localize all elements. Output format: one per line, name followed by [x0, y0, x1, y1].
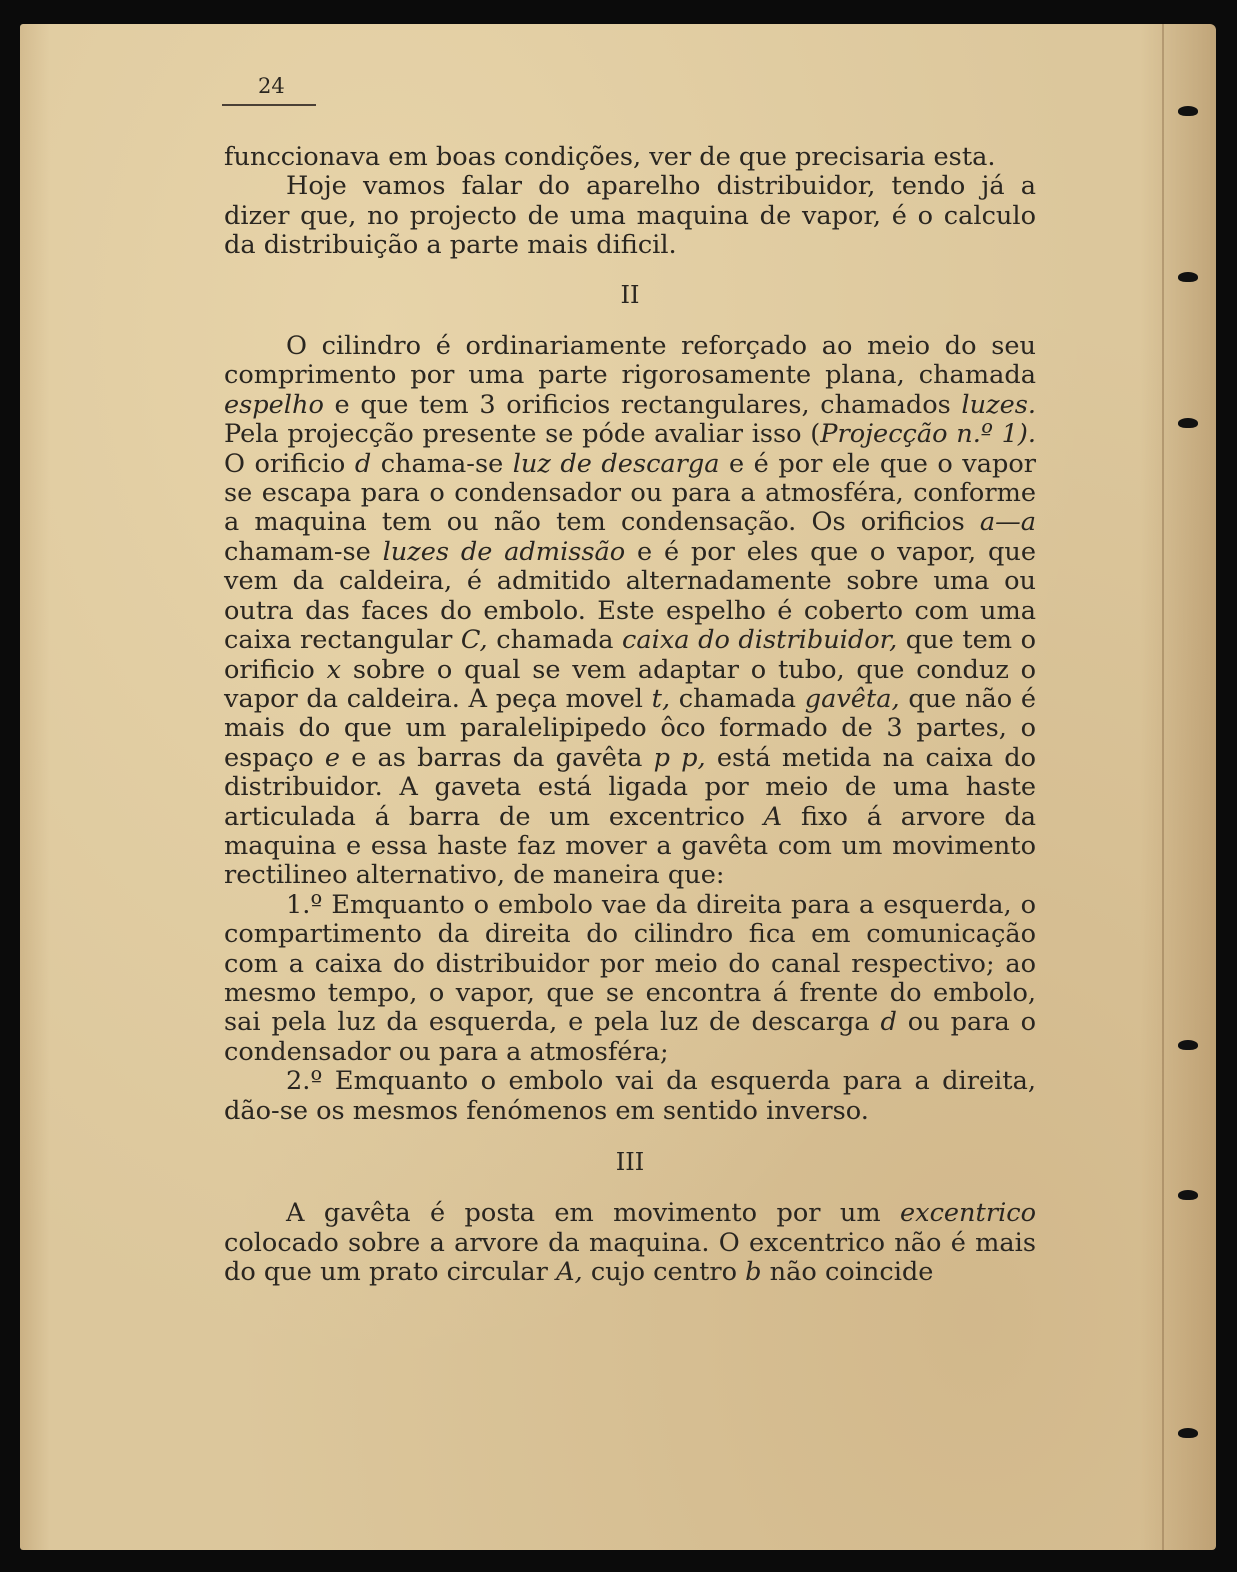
section-heading: III [615, 1148, 645, 1176]
binding-stitch [1178, 1190, 1198, 1200]
paragraph: Hoje vamos falar do aparelho distribuidor, tendo já a dizer que, no projecto de uma maquina de vapor, é o calculo da distribuição a parte mais dificil. [224, 171, 1036, 261]
binding-stitch [1178, 418, 1198, 428]
page-number: 24 [258, 74, 285, 98]
page-body [224, 72, 1036, 1288]
paragraph: 2.º Emquanto o embolo vai da esquerda para a direita, dão-se os mesmos fenómenos em sentido inverso. [224, 1066, 1036, 1126]
paragraph: funccionava em boas condições, ver de que precisaria esta. [224, 142, 996, 172]
page-fold [1162, 24, 1164, 1550]
paragraph: A gavêta é posta em movimento por um excentrico colocado sobre a arvore da maquina. O excentrico não é mais do que um prato circular A, cujo centro b não coincide [224, 1198, 1036, 1288]
paragraph: 1.º Emquanto o embolo vae da direita para a esquerda, o compartimento da direita do cilindro fica em comunicação com a caixa do distribuidor por meio do canal respectivo; ao mesmo tempo, o vapor, que se encontra á frente do embolo, sai pela luz da esquerda, e pela luz de descarga d ou para o condensador ou para a atmosféra; [224, 889, 1036, 1067]
binding-stitch [1178, 1040, 1198, 1050]
section-heading: II [620, 280, 640, 309]
binding-stitch [1178, 1428, 1198, 1438]
binding-stitch [1178, 272, 1198, 282]
paragraph: O cilindro é ordinariamente reforçado ao meio do seu comprimento por uma parte rigorosamente plana, chamada espelho e que tem 3 orificios rectangulares, chamados luzes. Pela projecção presente se póde avaliar isso (Projecção n.º 1). O orificio d chama-se luz de descarga e é por ele que o vapor se escapa para o condensador ou para a atmosféra, conforme a maquina tem ou não tem condensação. Os orificios a—a chamam-se luzes de admissão e é por eles que o vapor, que vem da caldeira, é admitido alternadamente sobre uma ou outra das faces do embolo. Este espelho é coberto com uma caixa rectangular C, chamada caixa do distribuidor, que tem o orificio x sobre o qual se vem adaptar o tubo, que conduz o vapor da caldeira. A peça movel t, chamada gavêta, que não é mais do que um paralelipipedo ôco formado de 3 partes, o espaço e e as barras da gavêta p p, está metida na caixa do distribuidor. A gaveta está ligada por meio de uma haste articulada á barra de um excentrico A fixo á arvore da maquina e essa haste faz mover a gavêta com um movimento rectilineo alternativo, de maneira que: [224, 331, 1037, 891]
binding-stitch [1178, 106, 1198, 116]
